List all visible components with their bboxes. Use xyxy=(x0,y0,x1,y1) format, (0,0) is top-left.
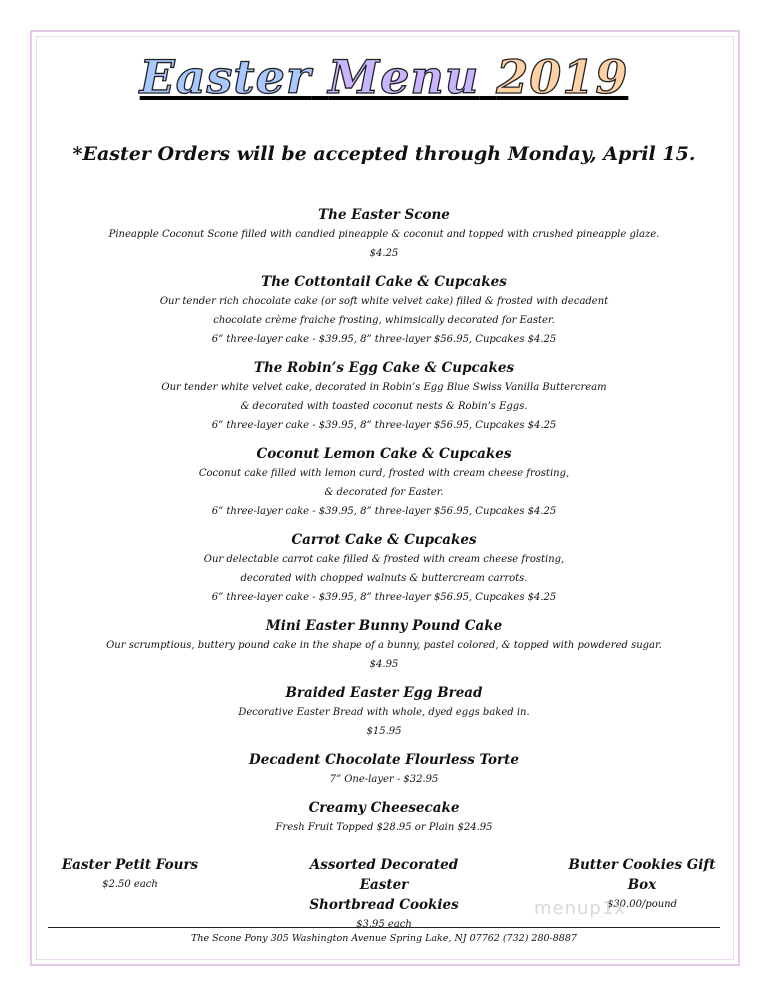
item-name: The Robin’s Egg Cake & Cupcakes xyxy=(253,360,515,376)
item-name: Decadent Chocolate Flourless Torte xyxy=(249,752,519,768)
item-name: Coconut Lemon Cake & Cupcakes xyxy=(256,446,512,462)
menu-item xyxy=(0,616,768,674)
menu-item xyxy=(0,683,768,741)
menu-item xyxy=(0,272,768,349)
item-name: Creamy Cheesecake xyxy=(308,800,460,816)
item-name: Mini Easter Bunny Pound Cake xyxy=(265,618,503,634)
item-description: Coconut cake filled with lemon curd, frosted with cream cheese frosting, xyxy=(198,468,570,479)
watermark: menup1x xyxy=(534,898,626,919)
item-price: $15.95 xyxy=(366,726,402,737)
item-price: 6” three-layer cake - $39.95, 8” three-layer $56.95, Cupcakes $4.25 xyxy=(211,420,557,431)
item-name: Carrot Cake & Cupcakes xyxy=(291,532,477,548)
item-price: $4.95 xyxy=(369,659,399,670)
item-description: Pineapple Coconut Scone filled with candied pineapple & coconut and topped with crushed pineapple glaze. xyxy=(108,229,660,240)
item-description: Decorative Easter Bread with whole, dyed eggs baked in. xyxy=(238,707,530,718)
item-price: 7” One-layer - $32.95 xyxy=(329,774,439,785)
item-description: Our scrumptious, buttery pound cake in the shape of a bunny, pastel colored, & topped with powdered sugar. xyxy=(106,640,662,651)
menu-item xyxy=(0,444,768,521)
item-description: Our tender rich chocolate cake (or soft white velvet cake) filled & frosted with decadent xyxy=(159,296,609,307)
item-name: Braided Easter Egg Bread xyxy=(285,685,483,701)
footer-divider xyxy=(48,927,720,928)
item-price: 6” three-layer cake - $39.95, 8” three-layer $56.95, Cupcakes $4.25 xyxy=(211,334,557,345)
item-price: 6” three-layer cake - $39.95, 8” three-layer $56.95, Cupcakes $4.25 xyxy=(211,592,557,603)
title-word-menu: Menu xyxy=(328,50,480,104)
item-price: $4.25 xyxy=(369,248,399,259)
item-name: Easter Petit Fours xyxy=(61,857,199,873)
menu-title xyxy=(0,50,768,104)
item-description: Our tender white velvet cake, decorated in Robin’s Egg Blue Swiss Vanilla Buttercream xyxy=(161,382,607,393)
menu-item xyxy=(0,750,768,789)
item-price: $2.50 each xyxy=(102,879,158,890)
item-description: & decorated with toasted coconut nests & Robin’s Eggs. xyxy=(240,401,528,412)
menu-item xyxy=(0,798,768,837)
menu-item xyxy=(0,358,768,435)
item-name: Assorted Decorated Easter xyxy=(309,857,459,893)
title-year: 2019 xyxy=(496,50,629,104)
order-notice: *Easter Orders will be accepted through Monday, April 15. xyxy=(72,143,696,165)
item-description: & decorated for Easter. xyxy=(324,487,444,498)
title-word-easter: Easter xyxy=(139,50,312,104)
item-description: chocolate crème fraiche frosting, whimsically decorated for Easter. xyxy=(213,315,555,326)
item-price: 6” three-layer cake - $39.95, 8” three-layer $56.95, Cupcakes $4.25 xyxy=(211,506,557,517)
menu-item xyxy=(0,205,768,263)
item-name: The Cottontail Cake & Cupcakes xyxy=(261,274,507,290)
item-name-line2: Shortbread Cookies xyxy=(309,897,459,913)
item-description: Our delectable carrot cake filled & frosted with cream cheese frosting, xyxy=(203,554,565,565)
item-price: $3.95 each xyxy=(356,919,412,930)
item-description: decorated with chopped walnuts & buttercream carrots. xyxy=(240,573,528,584)
item-price: Fresh Fruit Topped $28.95 or Plain $24.95 xyxy=(275,822,493,833)
item-price: $30.00/pound xyxy=(606,899,678,910)
menu-item xyxy=(0,530,768,607)
item-name: Butter Cookies Gift Box xyxy=(568,857,716,893)
bottom-item-shortbread xyxy=(284,855,484,934)
bottom-item-petit-fours xyxy=(50,855,210,894)
item-name: The Easter Scone xyxy=(318,207,450,223)
footer-address: The Scone Pony 305 Washington Avenue Spring Lake, NJ 07762 (732) 280-8887 xyxy=(191,933,577,944)
